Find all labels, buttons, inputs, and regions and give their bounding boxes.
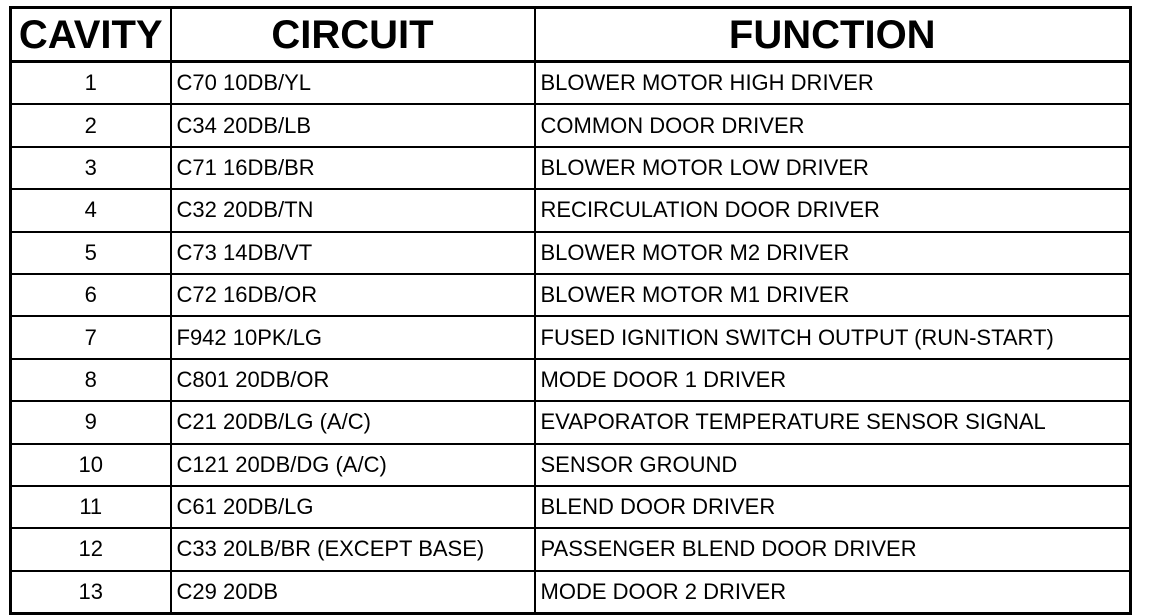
table-row [11, 232, 1131, 274]
table-row [11, 528, 1131, 570]
function-cell: BLOWER MOTOR M1 DRIVER [535, 274, 1131, 316]
cavity-cell: 5 [11, 232, 171, 274]
function-cell: BLOWER MOTOR HIGH DRIVER [535, 62, 1131, 105]
function-cell: COMMON DOOR DRIVER [535, 104, 1131, 146]
circuit-cell: C33 20LB/BR (EXCEPT BASE) [171, 528, 535, 570]
cavity-cell: 9 [11, 401, 171, 443]
circuit-cell: F942 10PK/LG [171, 316, 535, 358]
circuit-cell: C71 16DB/BR [171, 147, 535, 189]
table-body [11, 62, 1131, 614]
circuit-cell: C61 20DB/LG [171, 486, 535, 528]
table-row [11, 444, 1131, 486]
table-row [11, 401, 1131, 443]
circuit-cell: C121 20DB/DG (A/C) [171, 444, 535, 486]
table-header-row [11, 8, 1131, 62]
cavity-cell: 1 [11, 62, 171, 105]
cavity-cell: 2 [11, 104, 171, 146]
table-row [11, 486, 1131, 528]
cavity-cell: 6 [11, 274, 171, 316]
circuit-cell: C32 20DB/TN [171, 189, 535, 231]
function-cell: RECIRCULATION DOOR DRIVER [535, 189, 1131, 231]
function-cell: MODE DOOR 1 DRIVER [535, 359, 1131, 401]
circuit-column-header: CIRCUIT [171, 8, 535, 62]
table-row [11, 104, 1131, 146]
table-row [11, 571, 1131, 614]
connector-pinout-table [9, 6, 1132, 615]
table-row [11, 274, 1131, 316]
cavity-cell: 13 [11, 571, 171, 614]
function-cell: BLOWER MOTOR M2 DRIVER [535, 232, 1131, 274]
circuit-cell: C801 20DB/OR [171, 359, 535, 401]
function-cell: MODE DOOR 2 DRIVER [535, 571, 1131, 614]
circuit-cell: C34 20DB/LB [171, 104, 535, 146]
function-cell: BLOWER MOTOR LOW DRIVER [535, 147, 1131, 189]
cavity-cell: 10 [11, 444, 171, 486]
circuit-cell: C21 20DB/LG (A/C) [171, 401, 535, 443]
cavity-cell: 7 [11, 316, 171, 358]
table-row [11, 359, 1131, 401]
function-cell: EVAPORATOR TEMPERATURE SENSOR SIGNAL [535, 401, 1131, 443]
table-row [11, 189, 1131, 231]
cavity-cell: 3 [11, 147, 171, 189]
table-row [11, 316, 1131, 358]
table-row [11, 62, 1131, 105]
function-column-header: FUNCTION [535, 8, 1131, 62]
circuit-cell: C29 20DB [171, 571, 535, 614]
cavity-cell: 11 [11, 486, 171, 528]
circuit-cell: C70 10DB/YL [171, 62, 535, 105]
circuit-cell: C73 14DB/VT [171, 232, 535, 274]
table-row [11, 147, 1131, 189]
cavity-column-header: CAVITY [11, 8, 171, 62]
cavity-cell: 8 [11, 359, 171, 401]
function-cell: PASSENGER BLEND DOOR DRIVER [535, 528, 1131, 570]
function-cell: FUSED IGNITION SWITCH OUTPUT (RUN-START) [535, 316, 1131, 358]
cavity-cell: 4 [11, 189, 171, 231]
cavity-cell: 12 [11, 528, 171, 570]
circuit-cell: C72 16DB/OR [171, 274, 535, 316]
function-cell: SENSOR GROUND [535, 444, 1131, 486]
function-cell: BLEND DOOR DRIVER [535, 486, 1131, 528]
